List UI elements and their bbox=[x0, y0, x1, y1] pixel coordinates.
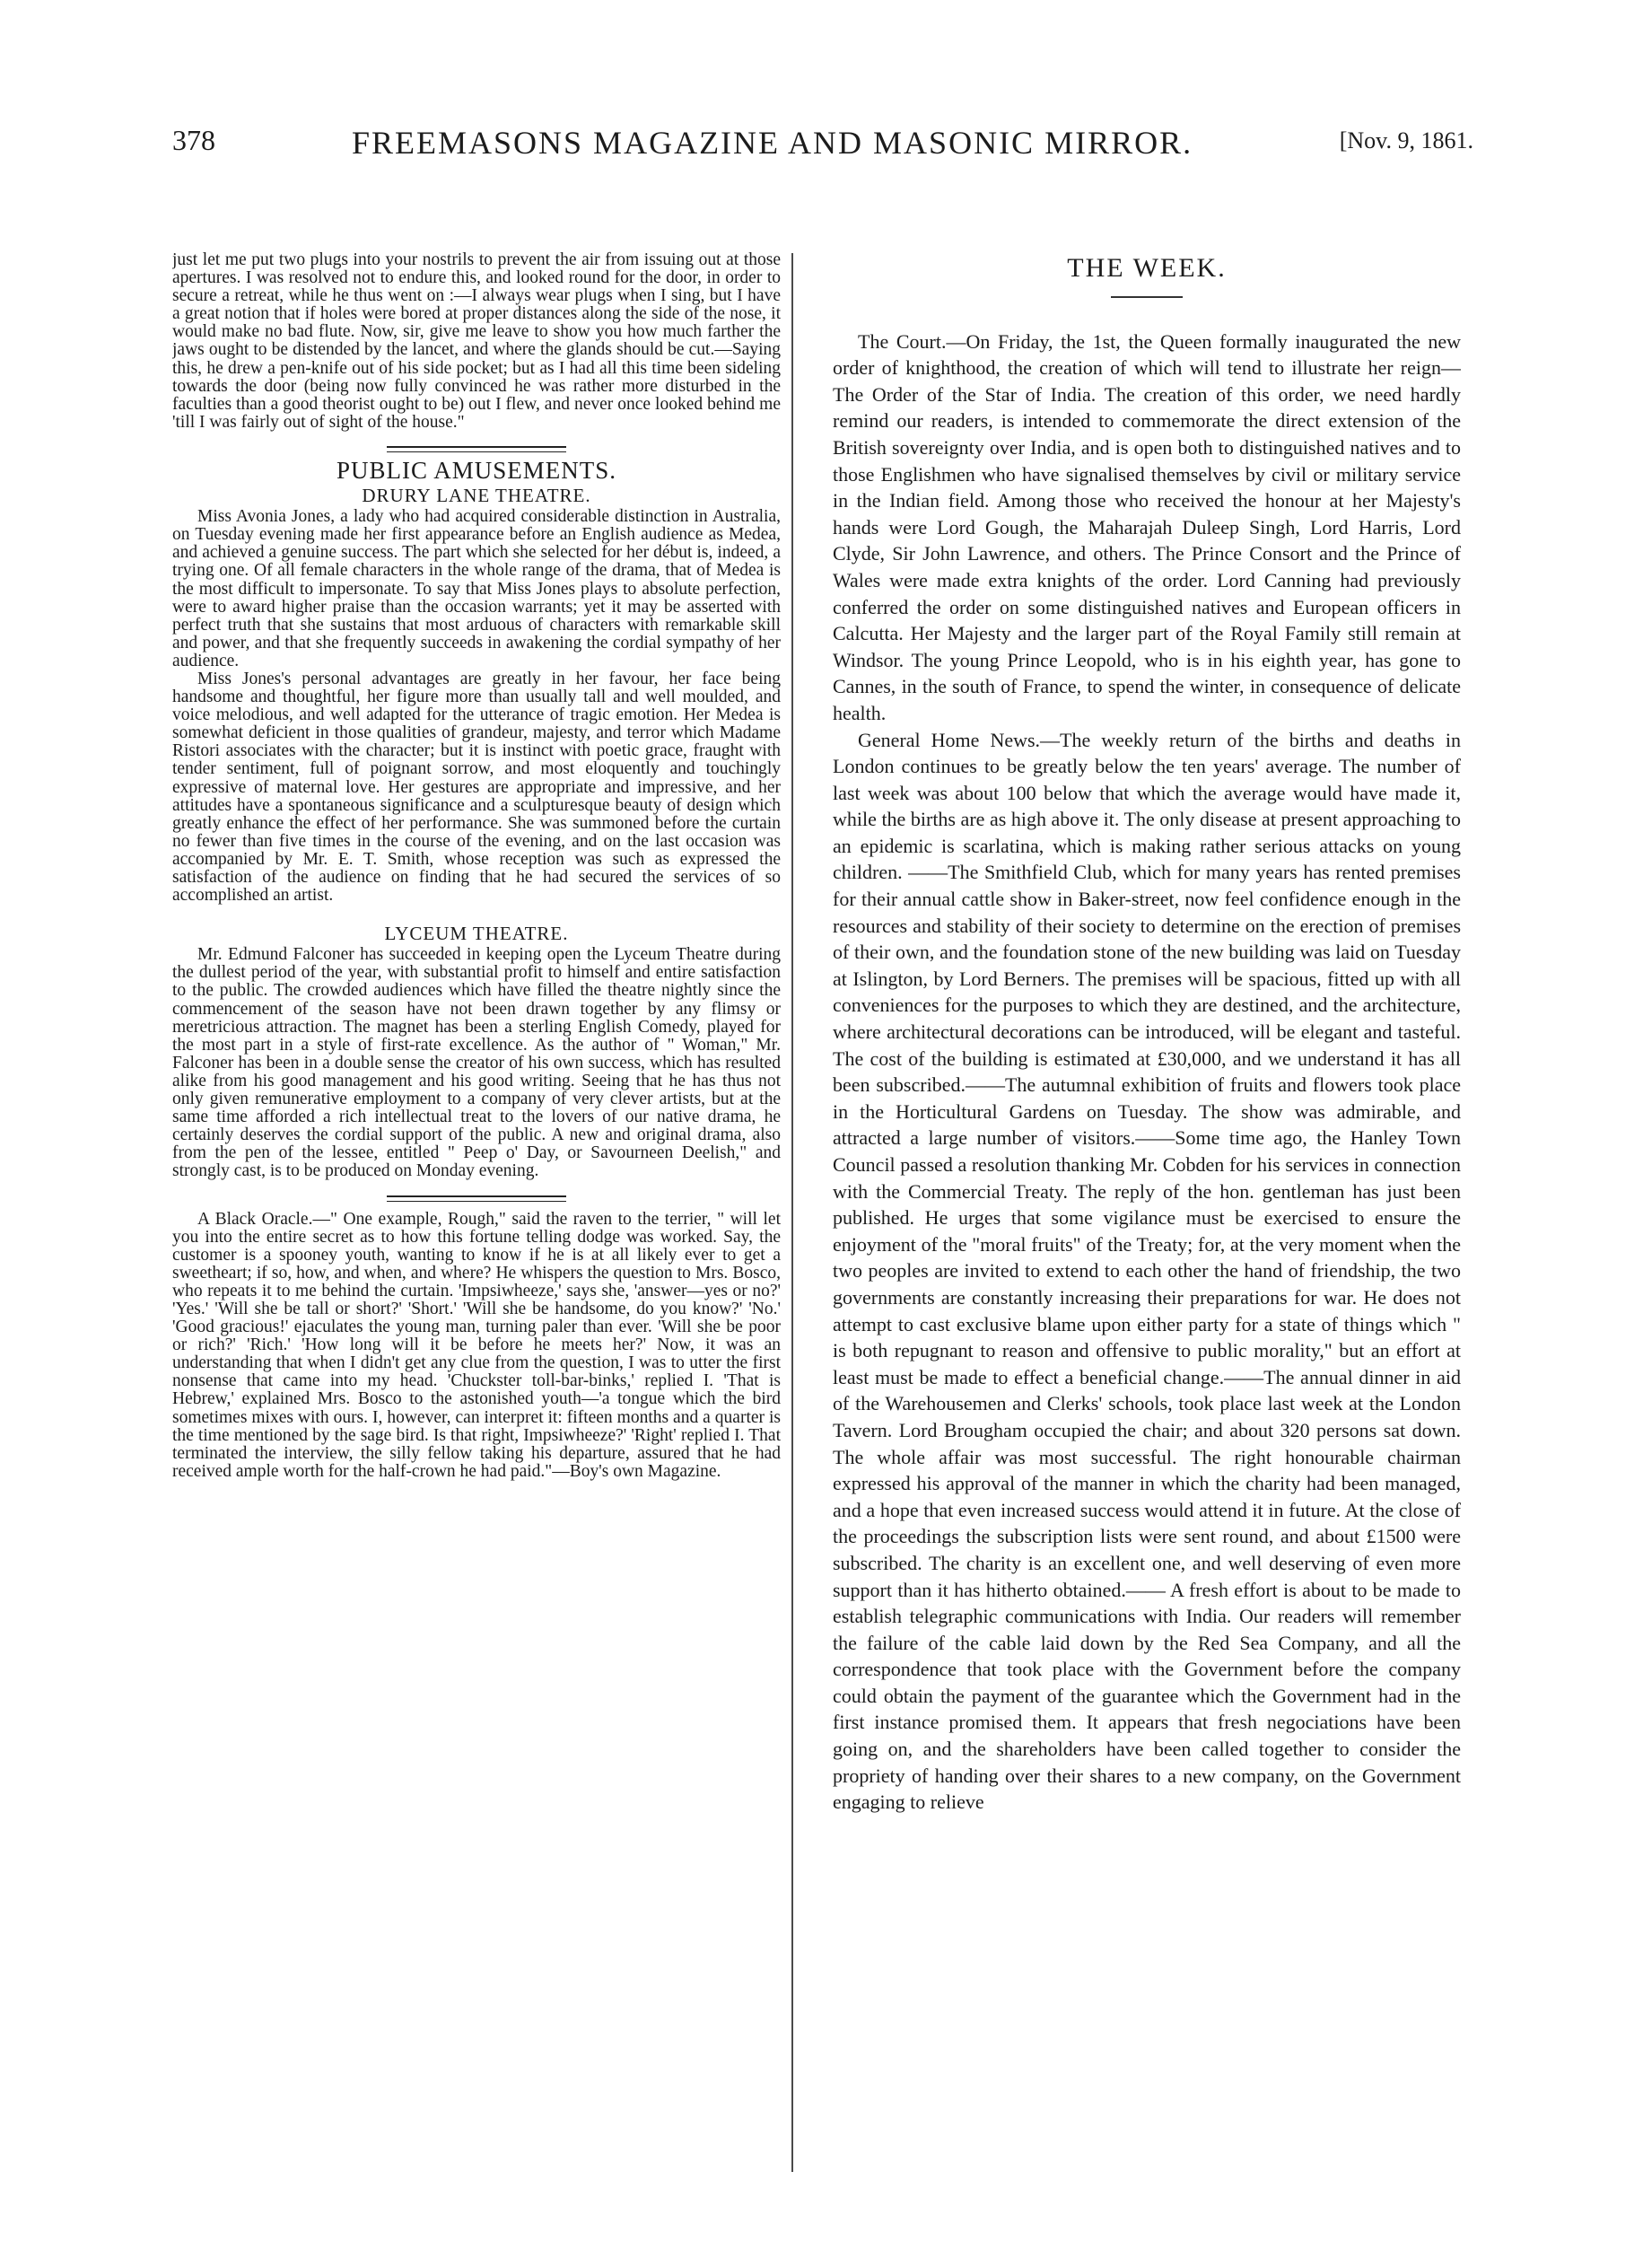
right-column bbox=[833, 251, 1461, 2172]
section-title-public-amusements: PUBLIC AMUSEMENTS. bbox=[336, 456, 617, 484]
section-divider-2 bbox=[387, 1195, 566, 1202]
court-paragraph: The Court.—On Friday, the 1st, the Queen formally inaugurated the new order of knighthood, the creation of which will tend to illustrate her reign—The Order of the Star of India. The creation of this order, we need hardly remind our readers, is intended to commemorate the direct extension of the British sovereignty over India, and is open both to distinguished natives and to those Englishmen who have signalised themselves by civil or military service in the Indian field. Among those who received the honour at her Majesty's hands were Lord Gough, the Maharajah Duleep Singh, Lord Harris, Lord Clyde, Sir John Lawrence, and others. The Prince Consort and the Prince of Wales were made extra knights of the order. Lord Canning had previously conferred the order on some distinguished natives and European officers in Calcutta. Her Majesty and the larger part of the Royal Family still remain at Windsor. The young Prince Leopold, who is in his eighth year, has gone to Cannes, in the south of France, to spend the winter, in consequence of delicate health. bbox=[833, 329, 1461, 724]
home-news-paragraph: General Home News.—The weekly return of the births and deaths in London continues to be greatly below the ten years' average. The number of last week was about 100 below that which the average would have made it, while the births are as high above it. The only disease at present approaching to an epidemic is scarlatina, which is making rather serious attacks on young children. ——The Smithfield Club, which for many years has rented premises for their annual cattle show in Baker-street, now feel confidence enough in the resources and stability of their society to determine on the erection of premises of their own, and the foundation stone of the new building was laid on Tuesday at Islington, by Lord Berners. The premises will be spacious, fitted up with all conveniences for the purposes to which they are destined, and the architecture, where architectural decorations can be introduced, will be elegant and tasteful. The cost of the building is estimated at £30,000, and we understand it has all been subscribed.——The autumnal exhibition of fruits and flowers took place in the Horticultural Gardens on Tuesday. The show was admirable, and attracted a large number of visitors.——Some time ago, the Hanley Town Council passed a resolution thanking Mr. Cobden for his services in connection with the Commercial Treaty. The reply of the hon. gentleman has just been published. He urges that some vigilance must be exercised to ensure the enjoyment of the "moral fruits" of the Treaty; for, at the very moment when the two peoples are invited to extend to each other the hand of friendship, the two governments are constantly increasing their preparations for war. He does not attempt to cast exclusive blame upon either party for a state of things which " is both repugnant to reason and offensive to public morality," but an effort at least must be made to effect a beneficial change.——The annual dinner in aid of the Warehousemen and Clerks' schools, took place last week at the London Tavern. Lord Brougham occupied the chair; and about 320 persons sat down. The whole affair was most successful. The right honourable chairman expressed his approval of the manner in which the charity had been managed, and a hope that even increased success would attend it in future. At the close of the proceedings the subscription lists were sent round, and about £1500 were subscribed. The charity is an excellent one, and well deserving of even more support than it has hitherto obtained.—— A fresh effort is about to be made to establish telegraphic communications with India. Our readers will remember the failure of the cable laid down by the Red Sea Company, and all the correspondence that took place with the Government before the company could obtain the payment of the guarantee which the Government had in the first instance promised them. It appears that fresh negociations have been going on, and the shareholders have been called together to consider the propriety of handing over their shares to a new company, on the Government engaging to relieve bbox=[833, 728, 1461, 1814]
heading-rule bbox=[1111, 296, 1183, 298]
column-divider bbox=[791, 253, 793, 2172]
continued-article-text: just let me put two plugs into your nostrils to prevent the air from issuing out at those apertures. I was resolved not to endure this, and looked round for the door, in order to secure a retreat, while he thus went on :—I always wear plugs when I sing, but I have a great notion that if holes were bored at proper distances along the side of the nose, it would make no bad flute. Now, sir, give me leave to show you how much farther the jaws ought to be distended by the lancet, and where the glands should be cut.—Saying this, he drew a pen-knife out of his side pocket; but as I had all this time been sideling towards the door (being now fully convinced he was rather more disturbed in the faculties than a good theorist ought to be) out I flew, and never once looked behind me 'till I was fairly out of sight of the house." bbox=[172, 251, 781, 432]
issue-date: [Nov. 9, 1861. bbox=[1339, 127, 1473, 153]
drury-lane-paragraph-2: Miss Jones's personal advantages are greatly in her favour, her face being handsome and thoughtful, her figure more than usually tall and well moulded, and voice melodious, and well adapted for the utterance of tragic emotion. Her Medea is somewhat deficient in those qualities of grandeur, majesty, and terror which Madame Ristori associates with the character; but it is instinct with poetic grace, fraught with tender sentiment, full of poignant sorrow, and most eloquently and touchingly expressive of maternal love. Her gestures are appropriate and impressive, and her attitudes have a spontaneous significance and a sculpturesque beauty of design which greatly enhance the effect of her performance. She was summoned before the curtain no fewer than five times in the course of the evening, and on the last occasion was accompanied by Mr. E. T. Smith, whose reception was such as expressed the satisfaction of the audience on finding that he had secured the services of so accomplished an artist. bbox=[172, 669, 781, 906]
left-column bbox=[172, 251, 781, 2172]
page-number: 378 bbox=[172, 124, 215, 156]
the-week-heading: THE WEEK. bbox=[1067, 253, 1227, 283]
drury-lane-paragraph-1: Miss Avonia Jones, a lady who had acquired considerable distinction in Australia, on Tuesday evening made her first appearance before an English audience as Medea, and achieved a genuine success. The part which she selected for her début is, indeed, a trying one. Of all female characters in the whole range of the drama, that of Medea is the most difficult to impersonate. To say that Miss Jones plays to absolute perfection, were to award higher praise than the occasion warrants; yet it may be asserted with perfect truth that she sustains that most arduous of characters with remarkable skill and power, and that she frequently succeeds in awakening the cordial sympathy of her audience. bbox=[172, 507, 781, 670]
page-header bbox=[172, 124, 1473, 169]
section-divider bbox=[387, 446, 566, 452]
lyceum-paragraph-1: Mr. Edmund Falconer has succeeded in keeping open the Lyceum Theatre during the dullest period of the year, with substantial profit to himself and entire satisfaction to the public. The crowded audiences which have filled the theatre nightly since the commencement of the season have not been drawn together by any flimsy or meretricious attraction. The magnet has been a sterling English Comedy, played for the most part in a style of first-rate excellence. As the author of " Woman," Mr. Falconer has been in a double sense the creator of his own success, which has resulted alike from his good management and his good writing. Seeing that he has thus not only given remunerative employment to a company of very clever artists, but at the same time afforded a rich intellectual treat to the lovers of our native drama, he certainly deserves the cordial support of the public. A new and original drama, also from the pen of the lessee, entitled " Peep o' Day, or Savourneen Deelish," and strongly cast, is to be produced on Monday evening. bbox=[172, 945, 781, 1181]
magazine-title: FREEMASONS MAGAZINE AND MASONIC MIRROR. bbox=[352, 125, 1193, 161]
black-oracle-paragraph: A Black Oracle.—" One example, Rough," said the raven to the terrier, " will let you into the entire secret as to how this fortune telling dodge was worked. Say, the customer is a spooney youth, wanting to know if he is at all likely ever to get a sweetheart; if so, how, and when, and where? He whispers the question to Mrs. Bosco, who repeats it to me behind the curtain. 'Impsiwheeze,' says she, 'answer—yes or no?' 'Yes.' 'Will she be tall or short?' 'Short.' 'Will she be handsome, do you know?' 'No.' 'Good gracious!' ejaculates the young man, turning paler than ever. 'Will she be poor or rich?' 'Rich.' 'How long will it be before he meets her?' Now, it was an understanding that when I didn't get any clue from the question, I was to utter the first nonsense that came into my head. 'Chuckster toll-bar-binks,' replied I. 'That is Hebrew,' explained Mrs. Bosco to the astonished youth—'a tongue which the bird sometimes mixes with ours. I, however, can interpret it: fifteen months and a quarter is the time mentioned by the sage bird. Is that right, Impsiwheeze?' 'Right' replied I. That terminated the interview, the silly fellow taking his departure, assured that he had received ample worth for the half-crown he had paid."—Boy's own Magazine. bbox=[172, 1209, 781, 1481]
lyceum-heading: LYCEUM THEATRE. bbox=[384, 923, 569, 945]
drury-lane-heading: DRURY LANE THEATRE. bbox=[362, 485, 591, 507]
